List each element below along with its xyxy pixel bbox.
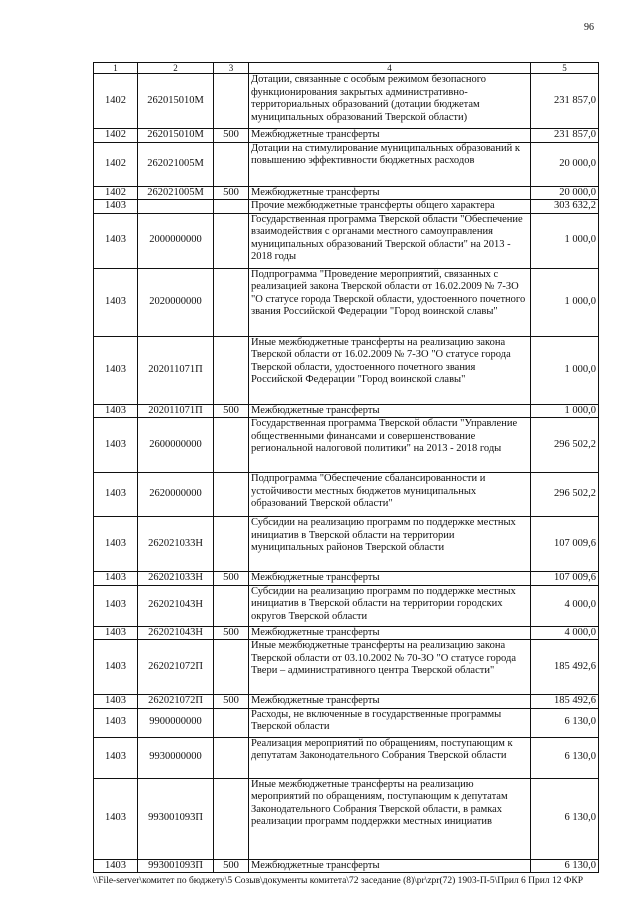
section-code-cell: 1402 [94,186,138,200]
section-code-cell: 1403 [94,213,138,268]
section-code-cell: 1402 [94,142,138,186]
target-article-cell: 262021043Н [138,626,214,640]
target-article-cell: 202011071П [138,336,214,404]
amount-cell: 1 000,0 [531,213,599,268]
table-row [94,708,599,737]
description-cell: Иные межбюджетные трансферты на реализацию закона Тверской области от 03.10.2002 № 70-ЗО "О статусе города Твери – административного центра Тверской области" [249,640,531,695]
expense-type-cell: 500 [214,572,249,586]
description-cell: Межбюджетные трансферты [249,626,531,640]
section-code-cell: 1403 [94,418,138,473]
expense-type-cell [214,142,249,186]
description-cell: Межбюджетные трансферты [249,572,531,586]
expense-type-cell [214,585,249,626]
amount-cell: 107 009,6 [531,572,599,586]
target-article-cell: 2020000000 [138,268,214,336]
target-article-cell: 262015010М [138,129,214,143]
target-article-cell: 9900000000 [138,708,214,737]
section-code-cell: 1403 [94,572,138,586]
table-row [94,778,599,859]
amount-cell: 1 000,0 [531,404,599,418]
expense-type-cell [214,268,249,336]
description-cell: Государственная программа Тверской области "Управление общественными финансами и совершенствование региональной налоговой политики" на 2013 - 2018 годы [249,418,531,473]
amount-cell: 6 130,0 [531,859,599,873]
section-code-cell: 1403 [94,200,138,214]
description-cell: Государственная программа Тверской области "Обеспечение взаимодействия с органами местного самоуправления муниципальных образований Тверской области" на 2013 - 2018 годы [249,213,531,268]
section-code-cell: 1403 [94,859,138,873]
table-row [94,142,599,186]
target-article-cell [138,200,214,214]
expense-type-cell: 500 [214,859,249,873]
table-row [94,268,599,336]
amount-cell: 20 000,0 [531,142,599,186]
amount-cell: 107 009,6 [531,517,599,572]
target-article-cell: 262015010М [138,74,214,129]
expense-type-cell: 500 [214,404,249,418]
section-code-cell: 1402 [94,74,138,129]
description-cell: Подпрограмма "Проведение мероприятий, связанных с реализацией закона Тверской области от 16.02.2009 № 7-ЗО "О статусе города Тверской области, удостоенного почетного звания Российской Федерации "Город воинской славы" [249,268,531,336]
section-code-cell: 1403 [94,778,138,859]
expense-type-cell [214,336,249,404]
description-cell: Субсидии на реализацию программ по поддержке местных инициатив в Тверской области на территории городских округов Тверской области [249,585,531,626]
amount-cell: 4 000,0 [531,585,599,626]
table-row [94,859,599,873]
target-article-cell: 2600000000 [138,418,214,473]
section-code-cell: 1403 [94,640,138,695]
expense-type-cell [214,473,249,517]
amount-cell: 185 492,6 [531,695,599,709]
column-header: 4 [249,63,531,74]
column-header: 5 [531,63,599,74]
description-cell: Иные межбюджетные трансферты на реализацию закона Тверской области от 16.02.2009 № 7-ЗО "О статусе города Тверской области, удостоенного почетного звания Российской Федерации "Город воинской славы" [249,336,531,404]
expense-type-cell [214,200,249,214]
table-row [94,74,599,129]
description-cell: Субсидии на реализацию программ по поддержке местных инициатив в Тверской области на территории муниципальных районов Тверской области [249,517,531,572]
section-code-cell: 1403 [94,626,138,640]
table-row [94,404,599,418]
amount-cell: 1 000,0 [531,268,599,336]
target-article-cell: 993001093П [138,859,214,873]
column-header: 1 [94,63,138,74]
table-row [94,129,599,143]
expense-type-cell [214,517,249,572]
target-article-cell: 262021072П [138,695,214,709]
description-cell: Расходы, не включенные в государственные программы Тверской области [249,708,531,737]
description-cell: Реализация мероприятий по обращениям, поступающим к депутатам Законодательного Собрания Тверской области [249,737,531,778]
table-row [94,695,599,709]
section-code-cell: 1403 [94,404,138,418]
expense-type-cell: 500 [214,626,249,640]
table-row [94,640,599,695]
table-row [94,517,599,572]
amount-cell: 296 502,2 [531,473,599,517]
expense-type-cell: 500 [214,695,249,709]
target-article-cell: 262021005М [138,186,214,200]
description-cell: Межбюджетные трансферты [249,404,531,418]
target-article-cell: 9930000000 [138,737,214,778]
description-cell: Иные межбюджетные трансферты на реализацию мероприятий по обращениям, поступающим к депутатам Законодательного Собрания Тверской области, в рамках реализации программ поддержки местных инициатив [249,778,531,859]
amount-cell: 6 130,0 [531,737,599,778]
file-path-footer: \\File-server\комитет по бюджету\5 Созыв\документы комитета\72 заседание (8)\pr\zpr(72) 1903-П-5\Прил 6 Прил 12 ФКР [93,876,583,886]
section-code-cell: 1403 [94,585,138,626]
section-code-cell: 1402 [94,129,138,143]
section-code-cell: 1403 [94,473,138,517]
target-article-cell: 2000000000 [138,213,214,268]
section-code-cell: 1403 [94,336,138,404]
expense-type-cell [214,737,249,778]
description-cell: Прочие межбюджетные трансферты общего характера [249,200,531,214]
amount-cell: 231 857,0 [531,129,599,143]
amount-cell: 6 130,0 [531,778,599,859]
expense-type-cell [214,778,249,859]
amount-cell: 296 502,2 [531,418,599,473]
table-row [94,336,599,404]
section-code-cell: 1403 [94,695,138,709]
table-row [94,585,599,626]
expense-type-cell: 500 [214,186,249,200]
table-row [94,572,599,586]
table-row [94,186,599,200]
target-article-cell: 262021072П [138,640,214,695]
table-row [94,737,599,778]
amount-cell: 20 000,0 [531,186,599,200]
table-row [94,213,599,268]
amount-cell: 6 130,0 [531,708,599,737]
target-article-cell: 262021043Н [138,585,214,626]
amount-cell: 185 492,6 [531,640,599,695]
section-code-cell: 1403 [94,517,138,572]
target-article-cell: 262021033Н [138,572,214,586]
description-cell: Межбюджетные трансферты [249,186,531,200]
amount-cell: 303 632,2 [531,200,599,214]
expense-type-cell [214,74,249,129]
target-article-cell: 2620000000 [138,473,214,517]
budget-table [93,62,599,873]
amount-cell: 4 000,0 [531,626,599,640]
table-header-row [94,63,599,74]
description-cell: Межбюджетные трансферты [249,695,531,709]
description-cell: Дотации, связанные с особым режимом безопасного функционирования закрытых административно-территориальных образований (дотации бюджетам муниципальных образований Тверской области) [249,74,531,129]
target-article-cell: 993001093П [138,778,214,859]
expense-type-cell [214,640,249,695]
page-number: 96 [584,22,594,33]
table-row [94,473,599,517]
description-cell: Дотации на стимулирование муниципальных образований к повышению эффективности бюджетных расходов [249,142,531,186]
description-cell: Межбюджетные трансферты [249,129,531,143]
expense-type-cell [214,213,249,268]
description-cell: Межбюджетные трансферты [249,859,531,873]
target-article-cell: 262021005М [138,142,214,186]
column-header: 2 [138,63,214,74]
expense-type-cell [214,418,249,473]
section-code-cell: 1403 [94,268,138,336]
expense-type-cell [214,708,249,737]
amount-cell: 231 857,0 [531,74,599,129]
amount-cell: 1 000,0 [531,336,599,404]
section-code-cell: 1403 [94,737,138,778]
column-header: 3 [214,63,249,74]
target-article-cell: 262021033Н [138,517,214,572]
expense-type-cell: 500 [214,129,249,143]
table-row [94,200,599,214]
table-row [94,418,599,473]
description-cell: Подпрограмма "Обеспечение сбалансированности и устойчивости местных бюджетов муниципальных образований Тверской области" [249,473,531,517]
table-row [94,626,599,640]
target-article-cell: 202011071П [138,404,214,418]
section-code-cell: 1403 [94,708,138,737]
